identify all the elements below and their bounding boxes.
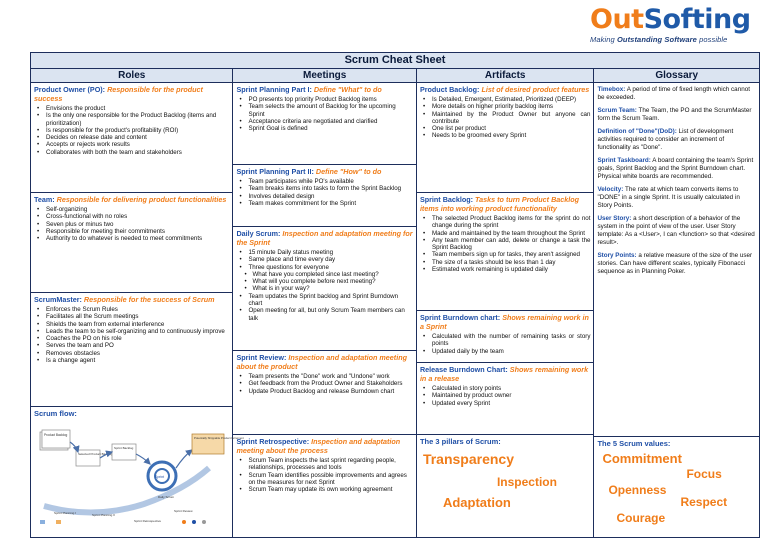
scrum-values-title: The 5 Scrum values:: [597, 439, 671, 448]
product-owner-box: Product Owner (PO): Responsible for the product success • Envisions the product • Is the only one responsible for the Product Backlog (items and prioritization) • Is responsible for the product's profitability (ROI) • Decides on release date and content • Accepts or rejects work results • Collaborates with both the team and stakeholders: [31, 83, 232, 193]
list-item: • Updated every Sprint: [420, 400, 591, 407]
glossary-entry: [597, 215, 756, 247]
list-item: • Team updates the Sprint backlog and Sprint Burndown chart: [236, 293, 413, 308]
scrum-flow-box: [31, 407, 244, 537]
list-item: • Three questions for everyone: [236, 264, 413, 271]
scrum-flow-title: Scrum flow:: [34, 409, 77, 418]
glossary-definition: The Team, the PO and the ScrumMaster form the Scrum Team.: [597, 107, 752, 122]
pillars-box: [417, 435, 594, 537]
logo-tagline: Making Outstanding Software possible: [590, 35, 728, 44]
list-item: • Team breaks items into tasks to form the Sprint Backlog: [236, 185, 413, 192]
value-courage: Courage: [616, 511, 666, 525]
sprint-backlog-box: Sprint Backlog: Tasks to turn Product Backlog items into working product functionality • The selected Product Backlog items for the sprint do not change during the sprint • Made and maintained by the team throughout the Sprint • Any team member can add, delete or change a task the Sprint Backlog • Team members sign up for tasks, they aren't assigned • The size of a tasks should be less than 1 day • Estimated work remaining is updated daily: [417, 193, 594, 311]
scrummaster-box: ScrumMaster: Responsible for the success of Scrum • Enforces the Scrum Rules • Facilitates all the Scrum meetings • Shields the team from external interference • Leads the team to be self-organizing and to continuously improve • Coaches the PO on his role • Serves the team and PO • Removes obstacles • Is a change agent: [31, 293, 232, 407]
value-openness: Openness: [608, 483, 667, 497]
list-item: • Involves detailed design: [236, 193, 413, 200]
list-item: • Needs to be groomed every Sprint: [420, 132, 591, 139]
glossary-box: [594, 83, 759, 437]
list-item: • Team selects the amount of Backlog for the upcoming Sprint: [236, 103, 413, 118]
list-item: • Same place and time every day: [236, 256, 413, 263]
list-item: • Open meeting for all, but only Scrum Team members can talk: [236, 307, 413, 322]
list-item: • Maintained by the Product Owner but anyone can contribute: [420, 111, 591, 126]
value-commitment: Commitment: [602, 451, 682, 466]
sprint-review-list: [236, 373, 413, 395]
value-respect: Respect: [680, 495, 728, 509]
daily-scrum-box: Daily Scrum: Inspection and adaptation meeting for the Sprint • 15 minute Daily status meeting • Same place and time every day • Three questions for everyone • What have you completed since last meeting? • What will you complete before next meeting? • What is in your way? • Team updates the Sprint backlog and Sprint Burndown chart • Open meeting for all, but only Scrum Team members can talk: [233, 227, 416, 351]
list-item: • Team presents the "Done" work and "Undone" work: [236, 373, 413, 380]
meetings-header: Meetings: [233, 69, 417, 82]
pillar-adaptation: Adaptation: [442, 495, 511, 510]
list-item: • Is Detailed, Emergent, Estimated, Prioritized (DEEP): [420, 96, 591, 103]
roles-header: Roles: [31, 69, 233, 82]
list-item: • Estimated work remaining is updated daily: [420, 266, 591, 273]
glossary-term: Story Points:: [597, 252, 637, 259]
team-box: Team: Responsible for delivering product functionalities • Self-organizing • Cross-functional with no roles • Seven plus or minus two • Responsible for meeting their commitments • Authority to do whatever is needed to meet commitments: [31, 193, 232, 293]
artifacts-header: Artifacts: [417, 69, 595, 82]
sheet-title: Scrum Cheat Sheet: [31, 53, 759, 69]
list-item: • The size of a tasks should be less than 1 day: [420, 259, 591, 266]
sprint-planning-2-list: [236, 178, 413, 207]
product-backlog-box: Product Backlog: List of desired product features • Is Detailed, Emergent, Estimated, Prioritized (DEEP) • More details on higher priority backlog items • Maintained by the Product Owner but anyone can contribute • One list per product • Needs to be groomed every Sprint: [417, 83, 594, 193]
list-item: • Acceptance criteria are negotiated and clarified: [236, 118, 413, 125]
logo-wordmark: [590, 6, 762, 34]
value-focus: Focus: [686, 467, 722, 481]
list-item: • Team makes commitment for the Sprint: [236, 200, 413, 207]
list-item: • Get feedback from the Product Owner and Stakeholders: [236, 380, 413, 387]
list-item: • Is a change agent: [34, 357, 229, 364]
glossary-definition: a relative measure of the size of the user stories. Can have different scales, typically Fibonacci sequence as in Planning Poker.: [597, 252, 753, 275]
glossary-header: Glossary: [594, 69, 759, 82]
logo-out: Out: [590, 4, 644, 35]
list-item: • Calculated with the number of remaining tasks or story points: [420, 333, 591, 348]
list-item: • Is the only one responsible for the Product Backlog (items and prioritization): [34, 112, 229, 127]
svg-text:Sprint Planning I: Sprint Planning I: [54, 511, 77, 515]
sprint-burndown-list: [420, 333, 591, 355]
list-item: • The selected Product Backlog items for the sprint do not change during the sprint: [420, 215, 591, 230]
list-item: • Enforces the Scrum Rules: [34, 306, 229, 313]
pillars-title: The 3 pillars of Scrum:: [419, 437, 501, 446]
list-item: • Any team member can add, delete or change a task the Sprint Backlog: [420, 237, 591, 252]
team-list: [34, 206, 229, 242]
list-item: • Team members sign up for tasks, they aren't assigned: [420, 251, 591, 258]
list-item: • Update Product Backlog and release Burndown chart: [236, 388, 413, 395]
list-item: • Accepts or rejects work results: [34, 141, 229, 148]
sprint-burndown-box: Sprint Burndown chart: Shows remaining work in a Sprint • Calculated with the number of remaining tasks or story points • Updated daily by the team: [417, 311, 594, 363]
glossary-entry: [597, 86, 756, 102]
column-headers: [31, 69, 759, 83]
meetings-column: [233, 83, 417, 537]
glossary-definition: A board containing the team's Sprint goals, Sprint Backlog and the Sprint Burndown chart. Physical white boards are recommended.: [597, 157, 754, 180]
glossary-definition: a short description of a behavior of the system in the point of view of the user. User Story template: As a <User>, I can <function> so that <desired result>.: [597, 215, 755, 246]
glossary-term: Definition of "Done"(DoD):: [597, 128, 677, 135]
sprint-planning-1-list: [236, 96, 413, 132]
release-burndown-box: Release Burndown Chart: Shows remaining work in a release • Calculated in story points • Maintained by product owner • Updated every Sprint: [417, 363, 594, 435]
list-item: • PO presents top priority Product Backlog items: [236, 96, 413, 103]
svg-text:Sprint Review: Sprint Review: [174, 509, 193, 513]
glossary-term: Timebox:: [597, 86, 626, 93]
release-burndown-list: [420, 385, 591, 407]
list-item: • Self-organizing: [34, 206, 229, 213]
list-item: • Seven plus or minus two: [34, 221, 229, 228]
artifacts-column: [417, 83, 595, 537]
list-item: • Sprint Goal is defined: [236, 125, 413, 132]
list-item: • Leads the team to be self-organizing and to continuously improve: [34, 328, 229, 335]
list-item: • Updated daily by the team: [420, 348, 591, 355]
list-item: • Calculated in story points: [420, 385, 591, 392]
pillar-inspection: Inspection: [496, 475, 557, 489]
glossary-term: Velocity:: [597, 186, 624, 193]
list-item: • One list per product: [420, 125, 591, 132]
sprint-retrospective-list: [236, 457, 413, 493]
list-subitem: • What have you completed since last meeting?: [236, 271, 413, 278]
glossary-entry: [597, 157, 756, 181]
list-item: • Scrum Team identifies possible improvements and agrees on the measures for next Sprint: [236, 472, 413, 487]
glossary-definition: A period of time of fixed length which cannot be exceeded.: [597, 86, 750, 101]
list-item: • Maintained by product owner: [420, 392, 591, 399]
roles-column: [31, 83, 244, 537]
scrum-values-box: [594, 437, 759, 537]
sprint-planning-2-box: Sprint Planning Part II: Define "How" to do • Team participates while PO's available • Team breaks items into tasks to form the Sprint Backlog • Involves detailed design • Team makes commitment for the Sprint: [233, 165, 416, 227]
list-item: • Authority to do whatever is needed to meet commitments: [34, 235, 229, 242]
glossary-definition: List of development activities required to consider an increment of functionality as "Done".: [597, 128, 734, 151]
list-item: • Decides on release date and content: [34, 134, 229, 141]
list-item: • Team participates while PO's available: [236, 178, 413, 185]
list-item: • Made and maintained by the team throughout the Sprint: [420, 230, 591, 237]
svg-text:Potentially Shippable Product: Potentially Shippable Product Increment: [194, 436, 244, 440]
glossary-entry: [597, 252, 756, 276]
product-owner-list: [34, 105, 229, 156]
product-backlog-list: [420, 96, 591, 140]
sprint-planning-1-box: Sprint Planning Part I: Define "What" to do • PO presents top priority Product Backlog items • Team selects the amount of Backlog for the upcoming Sprint • Acceptance criteria are negotiated and clarified • Sprint Goal is defined: [233, 83, 416, 165]
glossary-term: Scrum Team:: [597, 107, 637, 114]
svg-text:Sprint Backlog: Sprint Backlog: [114, 446, 134, 450]
list-item: • Envisions the product: [34, 105, 229, 112]
list-item: • Shields the team from external interference: [34, 321, 229, 328]
pillar-transparency: Transparency: [422, 451, 514, 467]
svg-text:Selected Product Backlog: Selected Product Backlog: [78, 452, 113, 456]
list-item: • Removes obstacles: [34, 350, 229, 357]
scrummaster-list: [34, 306, 229, 364]
list-item: • Facilitates all the Scrum meetings: [34, 313, 229, 320]
svg-text:Sprint Planning II: Sprint Planning II: [92, 513, 115, 517]
glossary-term: User Story:: [597, 215, 632, 222]
list-subitem: • What is in your way?: [236, 285, 413, 292]
list-item: • Is responsible for the product's profitability (ROI): [34, 127, 229, 134]
cheat-sheet: [30, 52, 760, 538]
glossary-entry: [597, 186, 756, 210]
list-item: • Scrum Team may update its own working agreement: [236, 486, 413, 493]
svg-text:Product Backlog: Product Backlog: [44, 433, 68, 437]
svg-text:Daily Scrum: Daily Scrum: [158, 495, 175, 499]
sprint-backlog-list: [420, 215, 591, 273]
logo-softing: Softing: [643, 4, 751, 35]
sprint-review-box: Sprint Review: Inspection and adaptation meeting about the product • Team presents the "Done" work and "Undone" work • Get feedback from the Product Owner and Stakeholders • Update Product Backlog and release Burndown chart: [233, 351, 416, 435]
glossary-list: [597, 85, 756, 276]
list-subitem: • What will you complete before next meeting?: [236, 278, 413, 285]
svg-text:Sprint Retrospective: Sprint Retrospective: [134, 519, 162, 523]
list-item: • Serves the team and PO: [34, 342, 229, 349]
sprint-retrospective-box: Sprint Retrospective: Inspection and adaptation meeting about the process • Scrum Team inspects the last sprint regarding people, relationships, processes and tools • Scrum Team identifies possible improvements and agrees on the measures for next Sprint • Scrum Team may update its own working agreement: [233, 435, 416, 537]
list-item: • Responsible for meeting their commitments: [34, 228, 229, 235]
glossary-entry: [597, 128, 756, 152]
list-item: • Scrum Team inspects the last sprint regarding people, relationships, processes and tools: [236, 457, 413, 472]
glossary-entry: [597, 107, 756, 123]
glossary-column: [594, 83, 759, 537]
list-item: • Coaches the PO on his role: [34, 335, 229, 342]
list-item: • Cross-functional with no roles: [34, 213, 229, 220]
list-item: • 15 minute Daily status meeting: [236, 249, 413, 256]
list-item: • More details on higher priority backlog items: [420, 103, 591, 110]
outsofting-logo: [590, 6, 762, 46]
svg-text:Sprint: Sprint: [155, 475, 165, 479]
list-item: • Collaborates with both the team and stakeholders: [34, 149, 229, 156]
glossary-term: Sprint Taskboard:: [597, 157, 651, 164]
daily-scrum-list: [236, 249, 413, 322]
glossary-definition: The rate at which team converts items to "DONE" in a single Sprint. It is usually calculated in Story Points.: [597, 186, 740, 209]
scrum-flow-diagram: [34, 420, 244, 528]
